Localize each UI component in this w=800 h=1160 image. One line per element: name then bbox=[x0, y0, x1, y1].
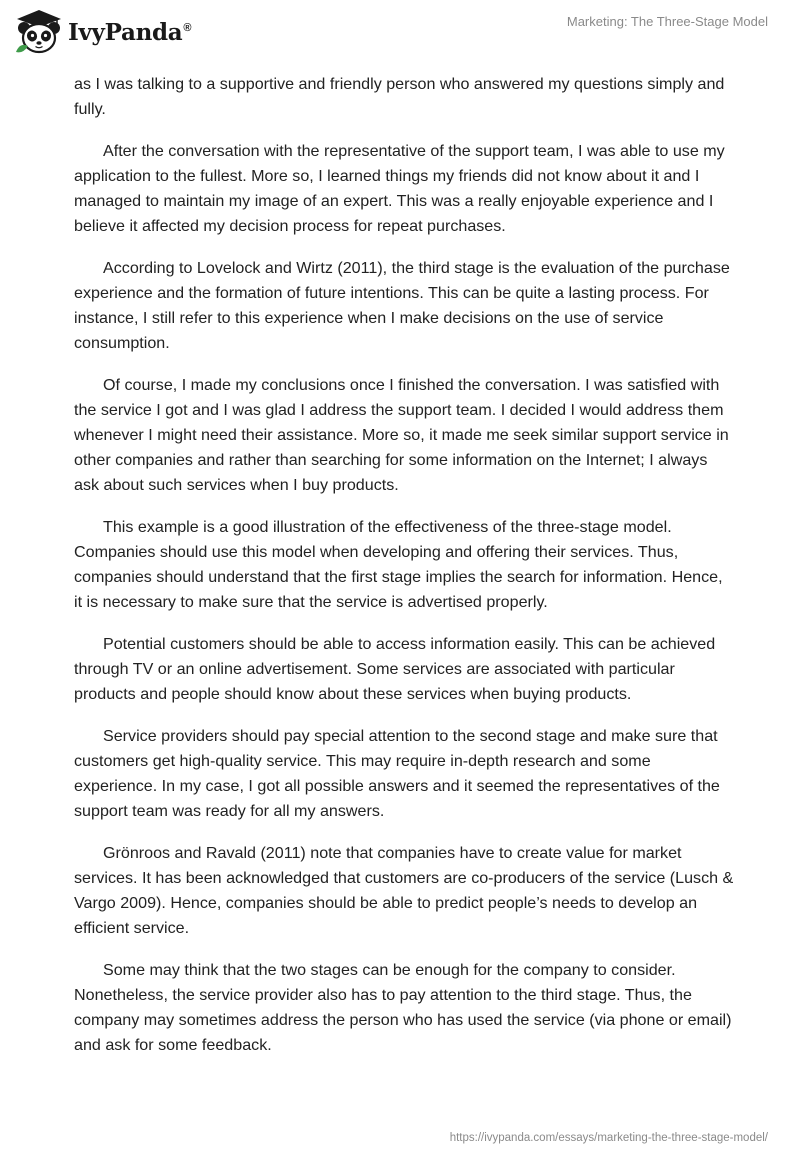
essay-body bbox=[74, 72, 734, 1075]
paragraph: Service providers should pay special attention to the second stage and make sure that customers get high-quality service. This may require in-depth research and some experience. In my case, I got all possible answers and it seemed the representatives of the support team was ready for all my answers. bbox=[74, 727, 720, 820]
brand-name: IvyPanda® bbox=[68, 18, 192, 46]
paragraph: as I was talking to a supportive and friendly person who answered my questions simply and fully. bbox=[74, 75, 725, 118]
source-url-link[interactable]: https://ivypanda.com/essays/marketing-the-three-stage-model/ bbox=[449, 1132, 768, 1144]
paragraph: Some may think that the two stages can be enough for the company to consider. Nonetheless, the service provider also has to pay attention to the third stage. Thus, the company may sometimes address the person who has used the service (via phone or email) and ask for some feedback. bbox=[74, 961, 732, 1054]
paragraph: According to Lovelock and Wirtz (2011), the third stage is the evaluation of the purchase experience and the formation of future intentions. This can be quite a lasting process. For instance, I still refer to this experience when I make decisions on the use of service consumption. bbox=[74, 259, 730, 352]
paragraph: Grönroos and Ravald (2011) note that companies have to create value for market services. It has been acknowledged that customers are co-producers of the service (Lusch & Vargo 2009). Hence, companies should be able to predict people’s needs to develop an efficient service. bbox=[74, 844, 734, 937]
paragraph: After the conversation with the representative of the support team, I was able to use my application to the fullest. More so, I learned things my friends did not know about it and I managed to maintain my image of an expert. This was a really enjoyable experience and I believe it affected my decision process for repeat purchases. bbox=[74, 142, 725, 235]
registered-mark: ® bbox=[183, 21, 192, 34]
brand-logo[interactable] bbox=[14, 8, 191, 56]
panda-graduate-icon bbox=[14, 8, 64, 56]
paragraph: Potential customers should be able to access information easily. This can be achieved through TV or an online advertisement. Some services are associated with particular products and people should know about these services when buying products. bbox=[74, 635, 716, 703]
paragraph: Of course, I made my conclusions once I finished the conversation. I was satisfied with the service I got and I was glad I address the support team. I decided I would address them whenever I might need their assistance. More so, it made me seek similar support service in other companies and rather than searching for some information on the Internet; I always ask about such services when I buy products. bbox=[74, 376, 729, 494]
running-title: Marketing: The Three-Stage Model bbox=[566, 14, 768, 29]
paragraph: This example is a good illustration of the effectiveness of the three-stage model. Companies should use this model when developing and offering their services. Thus, companies should understand that the first stage implies the search for information. Hence, it is necessary to make sure that the service is advertised properly. bbox=[74, 518, 723, 611]
page-header bbox=[0, 0, 800, 64]
